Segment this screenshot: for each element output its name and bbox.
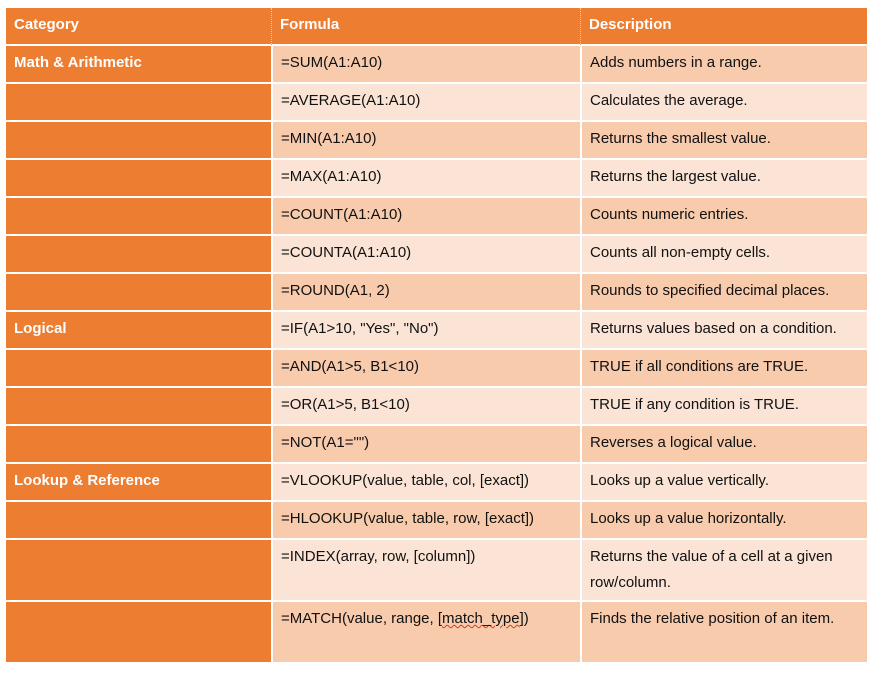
category-cell [6,160,271,198]
description-cell: Returns values based on a condition. [580,312,867,350]
category-cell [6,426,271,464]
table-row [6,540,867,602]
formula-cell: =OR(A1>5, B1<10) [271,388,580,426]
description-cell: Rounds to specified decimal places. [580,274,867,312]
category-cell [6,122,271,160]
table-row [6,312,867,350]
category-cell [6,274,271,312]
table-row [6,122,867,160]
table-row [6,46,867,84]
description-cell: Reverses a logical value. [580,426,867,464]
formula-cell: =AND(A1>5, B1<10) [271,350,580,388]
table-row [6,160,867,198]
description-cell: Returns the value of a cell at a given row/column. [580,540,867,602]
table-row [6,84,867,122]
formula-cell: =MAX(A1:A10) [271,160,580,198]
category-cell: Lookup & Reference [6,464,271,502]
header-formula: Formula [271,8,580,46]
description-cell: Looks up a value vertically. [580,464,867,502]
description-cell: Adds numbers in a range. [580,46,867,84]
table-row [6,426,867,464]
formula-reference-table [6,8,867,664]
table-row [6,464,867,502]
header-row [6,8,867,46]
header-description: Description [580,8,867,46]
description-cell: Looks up a value horizontally. [580,502,867,540]
table-row [6,502,867,540]
description-cell: Returns the smallest value. [580,122,867,160]
formula-cell: =INDEX(array, row, [column]) [271,540,580,602]
category-cell: Logical [6,312,271,350]
category-cell [6,540,271,602]
table-row [6,274,867,312]
description-cell: Finds the relative position of an item. [580,602,867,664]
description-cell: Counts all non-empty cells. [580,236,867,274]
formula-cell: =ROUND(A1, 2) [271,274,580,312]
description-cell: TRUE if all conditions are TRUE. [580,350,867,388]
table-row [6,198,867,236]
category-cell: Math & Arithmetic [6,46,271,84]
category-cell [6,602,271,664]
description-cell: Returns the largest value. [580,160,867,198]
category-cell [6,350,271,388]
formula-cell: =HLOOKUP(value, table, row, [exact]) [271,502,580,540]
description-cell: TRUE if any condition is TRUE. [580,388,867,426]
formula-cell: =MIN(A1:A10) [271,122,580,160]
match-formula-before: =MATCH(value, range, [ [281,610,443,627]
category-cell [6,236,271,274]
formula-cell: =COUNT(A1:A10) [271,198,580,236]
description-cell: Calculates the average. [580,84,867,122]
table-row [6,350,867,388]
formula-cell: =IF(A1>10, "Yes", "No") [271,312,580,350]
formula-cell: =AVERAGE(A1:A10) [271,84,580,122]
formula-cell [271,602,580,664]
description-cell: Counts numeric entries. [580,198,867,236]
table-row [6,388,867,426]
match-formula-after: ]) [519,610,529,627]
category-cell [6,84,271,122]
formula-cell: =COUNTA(A1:A10) [271,236,580,274]
table-row [6,602,867,664]
category-cell [6,502,271,540]
formula-cell: =SUM(A1:A10) [271,46,580,84]
formula-cell: =VLOOKUP(value, table, col, [exact]) [271,464,580,502]
spellcheck-underlined-word: match_type [442,610,520,627]
formula-cell: =NOT(A1="") [271,426,580,464]
category-cell [6,388,271,426]
header-category: Category [6,8,271,46]
category-cell [6,198,271,236]
table-row [6,236,867,274]
